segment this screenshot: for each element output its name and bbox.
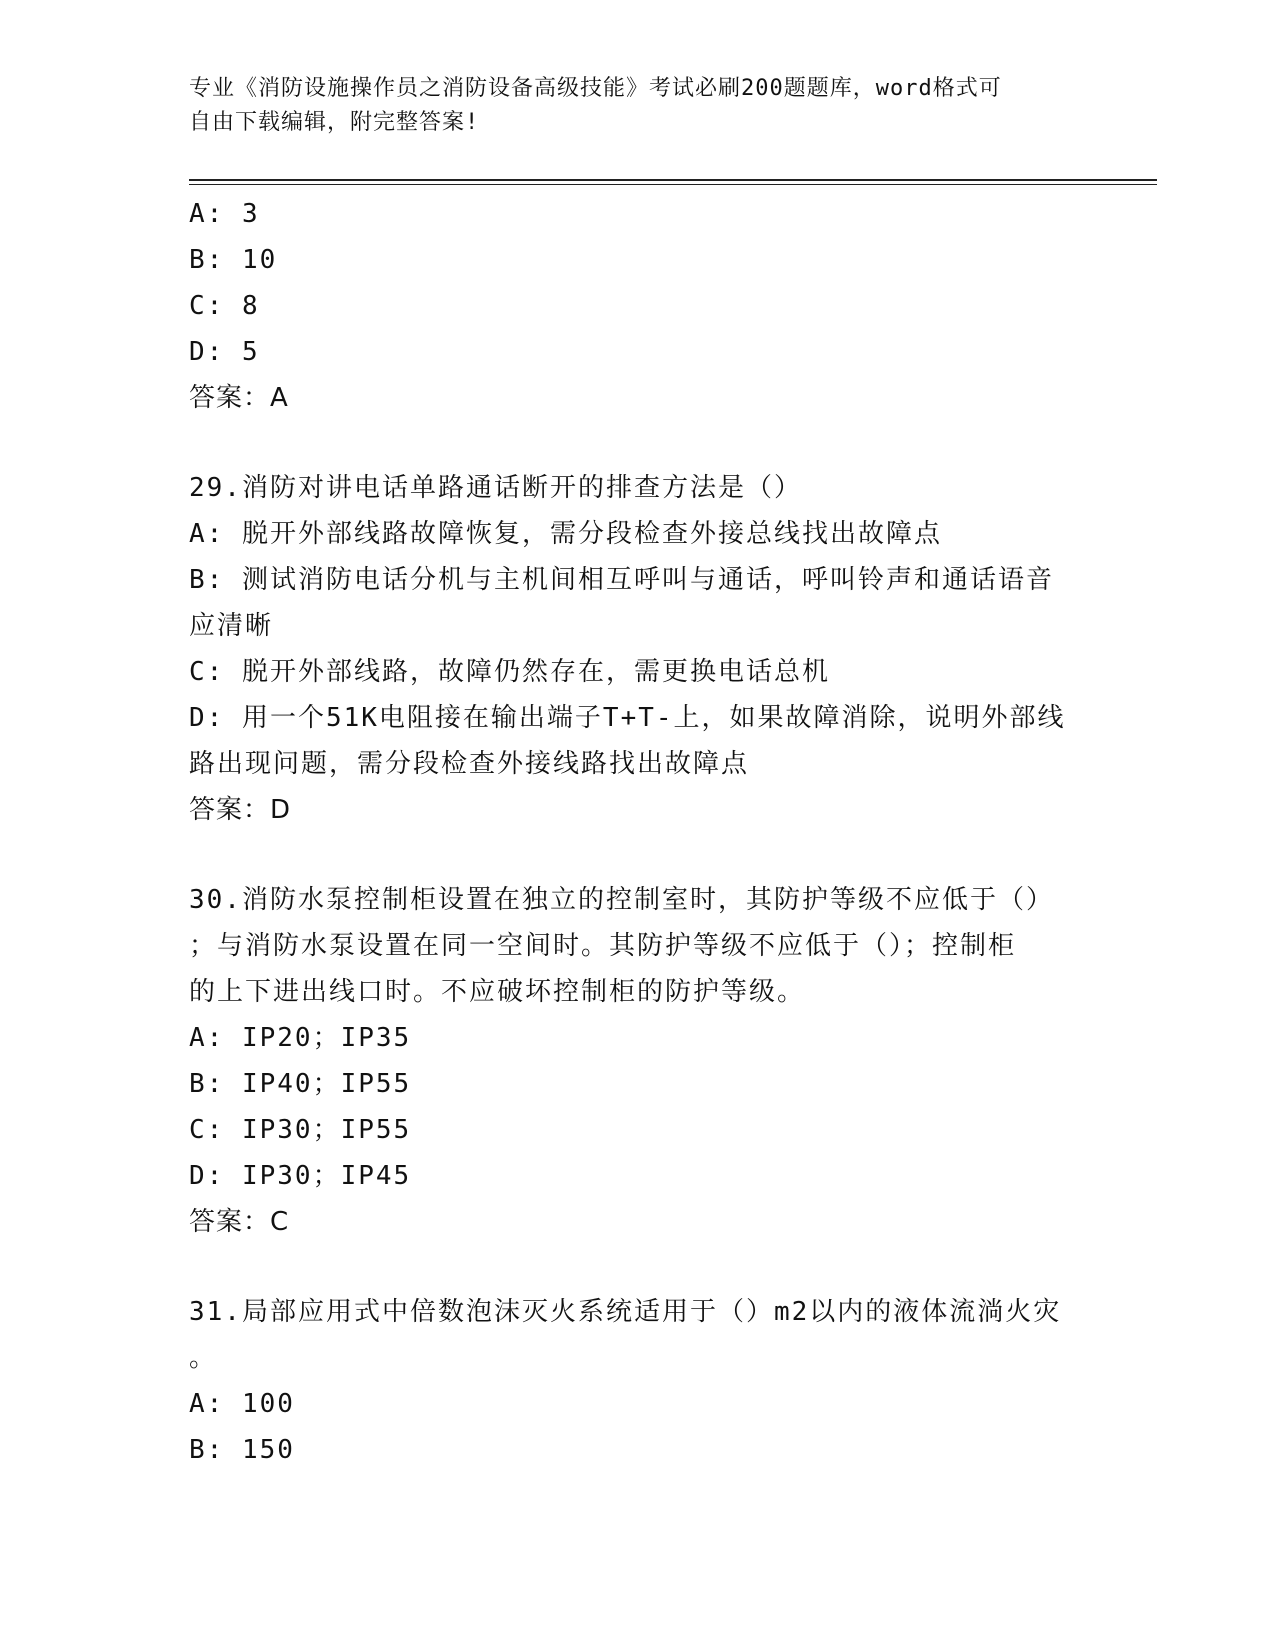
option-a: A: IP20；IP35 bbox=[189, 1023, 412, 1053]
option-b: B: 150 bbox=[189, 1435, 295, 1465]
answer-line: 答案：A bbox=[189, 383, 289, 413]
question-list bbox=[189, 191, 1099, 1473]
option-a: A: 3 bbox=[189, 199, 260, 229]
option-c: C: 8 bbox=[189, 291, 260, 321]
option-c: C: 脱开外部线路，故障仍然存在，需更换电话总机 bbox=[189, 657, 830, 687]
spacer bbox=[189, 833, 1099, 877]
question-block-31 bbox=[189, 1289, 1099, 1473]
option-d: D: 5 bbox=[189, 337, 260, 367]
option-b: B: 10 bbox=[189, 245, 278, 275]
question-stem-continued: 。 bbox=[189, 1343, 218, 1373]
option-b: B: 测试消防电话分机与主机间相互呼叫与通话，呼叫铃声和通话语音 bbox=[189, 565, 1054, 595]
option-c: C: IP30；IP55 bbox=[189, 1115, 412, 1145]
question-stem: 31.局部应用式中倍数泡沫灭火系统适用于（）m2以内的液体流淌火灾 bbox=[189, 1297, 1062, 1327]
question-block-29 bbox=[189, 465, 1099, 833]
question-stem-continued: ；与消防水泵设置在同一空间时。其防护等级不应低于（）；控制柜 bbox=[189, 931, 1017, 961]
question-stem: 30.消防水泵控制柜设置在独立的控制室时，其防护等级不应低于（） bbox=[189, 885, 1054, 915]
header-line-1: 专业《消防设施操作员之消防设备高级技能》考试必刷200题题库，word格式可 bbox=[189, 76, 1002, 101]
option-d-continued: 路出现问题，需分段检查外接线路找出故障点 bbox=[189, 749, 750, 779]
option-d: D: IP30；IP45 bbox=[189, 1161, 412, 1191]
question-stem: 29.消防对讲电话单路通话断开的排查方法是（） bbox=[189, 473, 802, 503]
page-header bbox=[189, 72, 1069, 140]
header-line-2: 自由下载编辑，附完整答案! bbox=[189, 110, 480, 135]
question-block-30 bbox=[189, 877, 1099, 1245]
header-rule-thin bbox=[189, 184, 1157, 185]
option-a: A: 100 bbox=[189, 1389, 295, 1419]
spacer bbox=[189, 421, 1099, 465]
question-stem-continued: 的上下进出线口时。不应破坏控制柜的防护等级。 bbox=[189, 977, 806, 1007]
option-d: D: 用一个51K电阻接在输出端子T+T-上，如果故障消除，说明外部线 bbox=[189, 703, 1066, 733]
answer-line: 答案：D bbox=[189, 795, 292, 825]
header-rule-thick bbox=[189, 179, 1157, 181]
answer-line: 答案：C bbox=[189, 1207, 290, 1237]
question-block-28 bbox=[189, 191, 1099, 421]
option-a: A: 脱开外部线路故障恢复，需分段检查外接总线找出故障点 bbox=[189, 519, 942, 549]
option-b-continued: 应清晰 bbox=[189, 611, 274, 641]
spacer bbox=[189, 1245, 1099, 1289]
option-b: B: IP40；IP55 bbox=[189, 1069, 412, 1099]
